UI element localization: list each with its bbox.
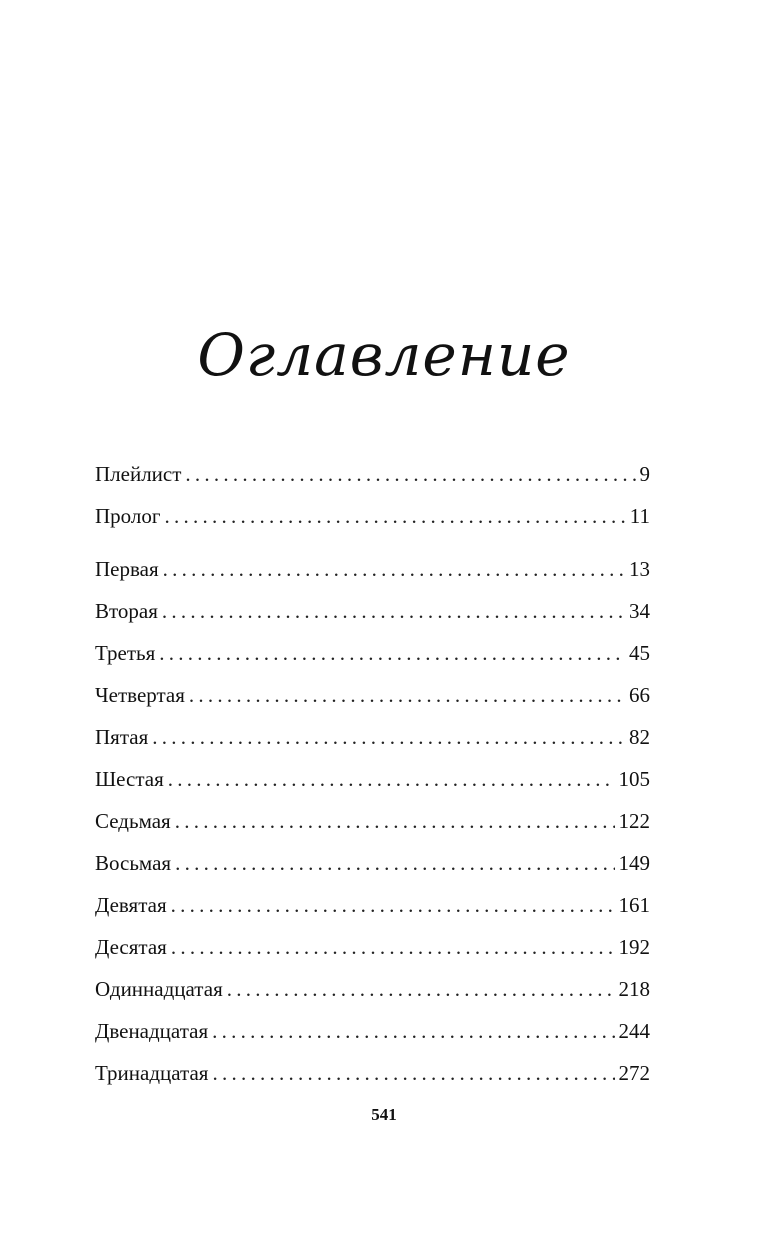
toc-dot-leader [175, 847, 614, 879]
toc-entry [95, 889, 650, 921]
toc-entry [95, 458, 650, 490]
toc-dot-leader [171, 889, 615, 921]
toc-entry [95, 637, 650, 669]
toc-entry-page: 244 [618, 1019, 650, 1043]
toc-entry-title: Пятая [95, 725, 149, 749]
toc-entry-page: 192 [618, 935, 650, 959]
toc-entry-title: Шестая [95, 767, 164, 791]
toc-entry-title: Девятая [95, 893, 167, 917]
toc-dot-leader [159, 637, 625, 669]
toc-entry [95, 763, 650, 795]
toc-entry-title: Десятая [95, 935, 167, 959]
toc-entry [95, 553, 650, 585]
toc-entry-page: 9 [639, 462, 650, 486]
toc-entry-page: 105 [618, 767, 650, 791]
toc-entry-title: Тринадцатая [95, 1061, 209, 1085]
toc-dot-leader [175, 805, 615, 837]
toc-entry [95, 1015, 650, 1047]
toc-entry [95, 595, 650, 627]
toc-entry-title: Третья [95, 641, 156, 665]
toc-dot-leader [212, 1015, 614, 1047]
toc-entry-page: 272 [618, 1061, 650, 1085]
toc-dot-leader [189, 679, 625, 711]
toc-dot-leader [163, 553, 625, 585]
toc-entry-title: Седьмая [95, 809, 171, 833]
toc-entry-page: 45 [629, 641, 650, 665]
toc-dot-leader [227, 973, 615, 1005]
toc-entry-title: Двенадцатая [95, 1019, 209, 1043]
toc-entry-page: 66 [629, 683, 650, 707]
toc-dot-leader [171, 931, 615, 963]
toc-entry-page: 218 [618, 977, 650, 1001]
toc-entry [95, 805, 650, 837]
toc-dot-leader [152, 721, 625, 753]
toc-dot-leader [164, 500, 625, 532]
toc-entry [95, 1057, 650, 1089]
toc-entry-page: 161 [618, 893, 650, 917]
toc-entry-title: Одиннадцатая [95, 977, 223, 1001]
toc-entry-title: Плейлист [95, 462, 182, 486]
toc-entry-title: Первая [95, 557, 159, 581]
toc-entry-title: Восьмая [95, 851, 172, 875]
toc-entry-page: 11 [629, 504, 650, 528]
toc-title: Оглавление [197, 321, 571, 389]
toc-dot-leader [212, 1057, 614, 1089]
toc-entry-page: 34 [629, 599, 650, 623]
toc-entry-title: Вторая [95, 599, 158, 623]
toc-entry-page: 122 [618, 809, 650, 833]
page-number: 541 [371, 1105, 397, 1124]
toc-entry-page: 149 [618, 851, 650, 875]
toc-entry [95, 973, 650, 1005]
toc-dot-leader [162, 595, 625, 627]
toc-dot-leader [168, 763, 615, 795]
toc-entry-page: 82 [629, 725, 650, 749]
toc-entry [95, 721, 650, 753]
toc-entry-title: Четвертая [95, 683, 185, 707]
toc-entry [95, 679, 650, 711]
toc-entry [95, 500, 650, 532]
toc-entry-title: Пролог [95, 504, 161, 528]
toc-entry [95, 847, 650, 879]
toc-entry [95, 931, 650, 963]
toc-entry-page: 13 [629, 557, 650, 581]
toc-dot-leader [185, 458, 635, 490]
